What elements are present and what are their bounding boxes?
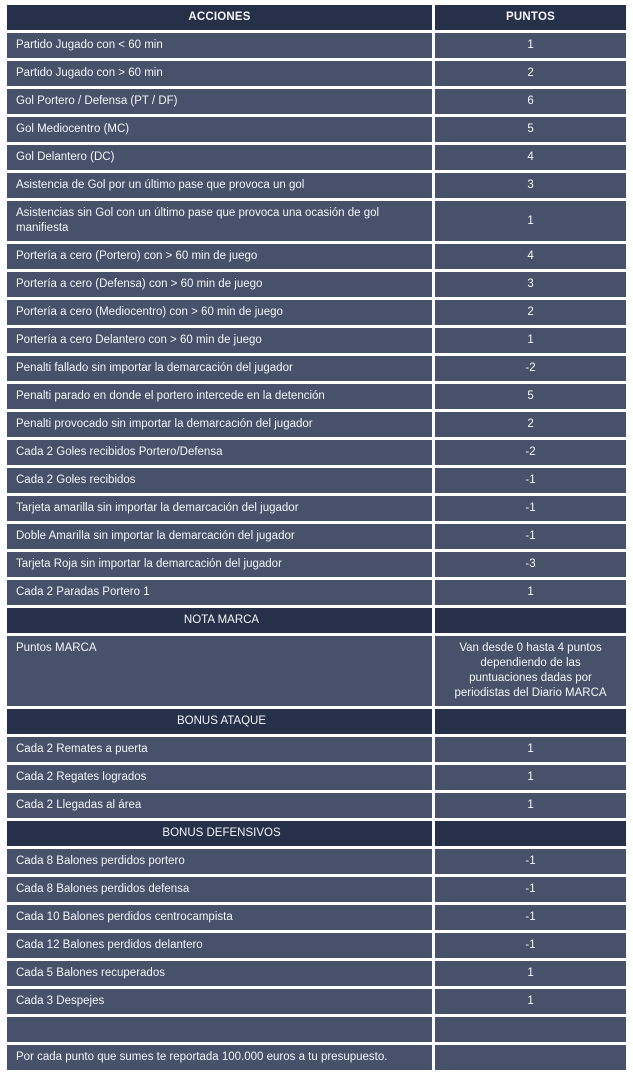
table-row [7,272,626,297]
action-cell: Cada 10 Balones perdidos centrocampista [7,905,432,930]
points-cell: 1 [435,793,626,818]
points-cell [435,608,626,633]
points-cell: 1 [435,33,626,58]
table-row [7,989,626,1014]
points-cell: 1 [435,328,626,353]
action-cell: Cada 8 Balones perdidos portero [7,849,432,874]
action-cell: Portería a cero (Defensa) con > 60 min de juego [7,272,432,297]
table-row [7,201,626,241]
table-row [7,524,626,549]
action-cell: NOTA MARCA [7,608,432,633]
action-cell: Asistencia de Gol por un último pase que provoca un gol [7,173,432,198]
action-cell: Doble Amarilla sin importar la demarcación del jugador [7,524,432,549]
table-row [7,356,626,381]
points-cell: -1 [435,849,626,874]
table-row [7,440,626,465]
points-cell: 1 [435,737,626,762]
table-row [7,636,626,706]
table-row [7,412,626,437]
table-row [7,905,626,930]
table-header [7,5,626,30]
action-cell: Portería a cero (Mediocentro) con > 60 min de juego [7,300,432,325]
action-cell: Gol Mediocentro (MC) [7,117,432,142]
table-row [7,496,626,521]
action-cell: Cada 2 Paradas Portero 1 [7,580,432,605]
table-row [7,244,626,269]
action-cell: Tarjeta Roja sin importar la demarcación del jugador [7,552,432,577]
action-cell: Cada 2 Regates logrados [7,765,432,790]
table-row [7,328,626,353]
points-cell: 3 [435,272,626,297]
table-row [7,580,626,605]
points-cell: 3 [435,173,626,198]
points-cell: -1 [435,524,626,549]
table-row [7,173,626,198]
action-cell: Tarjeta amarilla sin importar la demarcación del jugador [7,496,432,521]
action-cell: Portería a cero (Portero) con > 60 min de juego [7,244,432,269]
table-row [7,61,626,86]
table-row [7,961,626,986]
action-cell: Por cada punto que sumes te reportada 100.000 euros a tu presupuesto. [7,1045,432,1070]
action-cell: Penalti parado en donde el portero intercede en la detención [7,384,432,409]
action-cell: Cada 3 Despejes [7,989,432,1014]
points-cell: 2 [435,61,626,86]
points-cell: -2 [435,440,626,465]
column-header-puntos: PUNTOS [435,5,626,30]
points-cell: 4 [435,244,626,269]
points-cell [435,821,626,846]
points-cell: -1 [435,468,626,493]
action-cell: Puntos MARCA [7,636,432,706]
points-cell [435,1017,626,1042]
points-cell: 1 [435,580,626,605]
action-cell: Partido Jugado con < 60 min [7,33,432,58]
points-cell: 2 [435,300,626,325]
table-row [7,468,626,493]
points-cell: 4 [435,145,626,170]
action-cell: Cada 5 Balones recuperados [7,961,432,986]
points-cell: 5 [435,384,626,409]
action-cell: Cada 8 Balones perdidos defensa [7,877,432,902]
header-row [7,5,626,30]
points-cell: -3 [435,552,626,577]
table-row [7,384,626,409]
table-row [7,117,626,142]
points-cell: 1 [435,201,626,241]
table-row [7,793,626,818]
points-cell: -1 [435,877,626,902]
table-row [7,552,626,577]
table-row [7,33,626,58]
points-cell: 1 [435,765,626,790]
action-cell: Cada 2 Goles recibidos Portero/Defensa [7,440,432,465]
points-cell: -2 [435,356,626,381]
table-row [7,933,626,958]
table-row [7,89,626,114]
table-row [7,849,626,874]
action-cell [7,1017,432,1042]
table-row [7,145,626,170]
section-row [7,709,626,734]
points-cell: Van desde 0 hasta 4 puntos dependiendo de las puntuaciones dadas por periodistas del Diario MARCA [435,636,626,706]
action-cell: Cada 12 Balones perdidos delantero [7,933,432,958]
table-body [7,33,626,1070]
table-row [7,1045,626,1070]
table-row [7,1017,626,1042]
action-cell: Penalti fallado sin importar la demarcación del jugador [7,356,432,381]
points-cell: 5 [435,117,626,142]
section-row [7,821,626,846]
points-cell: -1 [435,905,626,930]
points-cell: 6 [435,89,626,114]
scoring-table [4,2,629,1073]
points-cell: -1 [435,933,626,958]
points-cell [435,1045,626,1070]
table-row [7,877,626,902]
action-cell: Cada 2 Remates a puerta [7,737,432,762]
section-row [7,608,626,633]
action-cell: Partido Jugado con > 60 min [7,61,432,86]
action-cell: Portería a cero Delantero con > 60 min de juego [7,328,432,353]
points-cell: 2 [435,412,626,437]
action-cell: Cada 2 Llegadas al área [7,793,432,818]
table-row [7,300,626,325]
action-cell: Penalti provocado sin importar la demarcación del jugador [7,412,432,437]
action-cell: Gol Delantero (DC) [7,145,432,170]
action-cell: Asistencias sin Gol con un último pase que provoca una ocasión de gol manifiesta [7,201,432,241]
points-cell: 1 [435,961,626,986]
action-cell: Gol Portero / Defensa (PT / DF) [7,89,432,114]
action-cell: BONUS ATAQUE [7,709,432,734]
points-cell: -1 [435,496,626,521]
points-cell [435,709,626,734]
action-cell: BONUS DEFENSIVOS [7,821,432,846]
points-cell: 1 [435,989,626,1014]
column-header-acciones: ACCIONES [7,5,432,30]
action-cell: Cada 2 Goles recibidos [7,468,432,493]
table-row [7,737,626,762]
table-row [7,765,626,790]
